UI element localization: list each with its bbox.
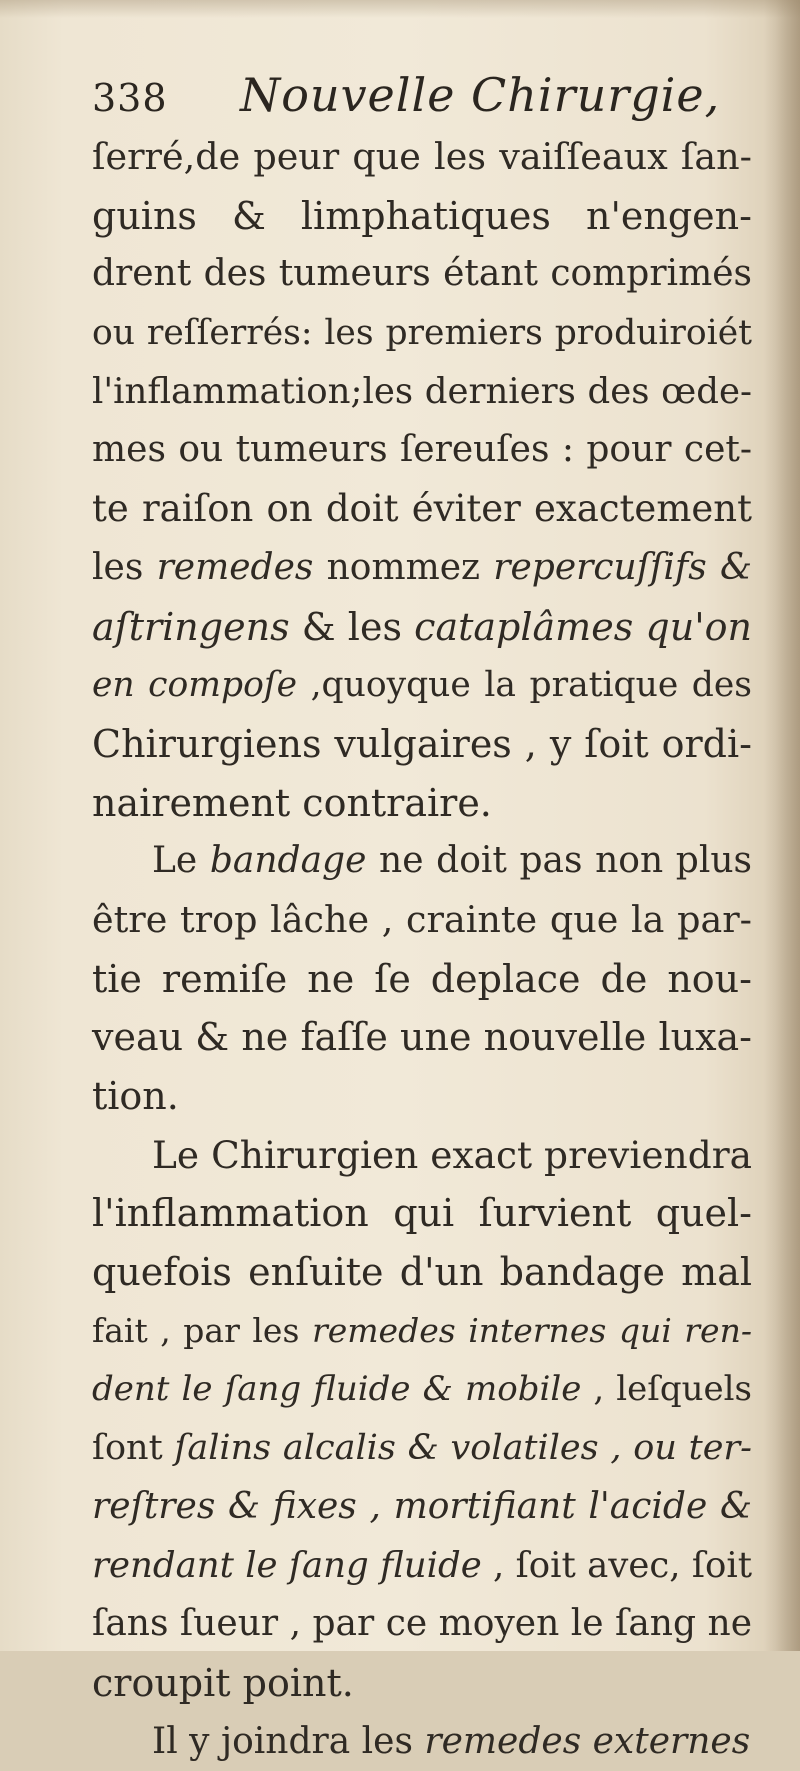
text-line <box>92 1478 752 1537</box>
text-line <box>92 1302 752 1361</box>
text-line <box>92 891 752 950</box>
text-line <box>92 1008 752 1067</box>
text-line <box>92 421 752 480</box>
text-segment: ſans ſueur , par ce moyen le ſang ne <box>92 1603 752 1645</box>
text-segment: les <box>92 546 157 588</box>
text-line <box>92 1713 752 1771</box>
text-line <box>92 480 752 539</box>
text-line <box>92 832 752 891</box>
text-segment: Chirurgiens vulgaires , y ſoit ordi- <box>92 721 752 766</box>
text-segment: l'inflammation;les derniers des œde- <box>92 370 752 412</box>
text-line <box>92 1184 752 1243</box>
text-line <box>92 539 752 598</box>
italic-text: cataplâmes qu'on <box>414 604 752 649</box>
text-line <box>92 1360 752 1419</box>
text-segment: Le <box>152 840 210 882</box>
text-line <box>92 598 752 657</box>
italic-text: aſtringens <box>92 604 290 649</box>
text-line <box>92 656 752 715</box>
text-segment: drent des tumeurs étant comprimés <box>92 253 752 295</box>
text-segment: , leſquels <box>581 1369 752 1410</box>
italic-text: dent le ſang fluide & mobile <box>92 1369 582 1410</box>
italic-text: bandage <box>209 840 367 882</box>
running-title: Nouvelle Chirurgie, <box>240 68 721 122</box>
text-segment: nommez <box>313 546 494 588</box>
text-segment: guins & limphatiques n'engen- <box>92 193 752 238</box>
italic-text: reſtres & fixes , mortifiant l'acide & <box>92 1485 752 1527</box>
body-text <box>92 128 752 1771</box>
italic-text: rendant le ſang fluide <box>92 1544 482 1586</box>
text-line <box>92 1126 752 1185</box>
text-line <box>92 304 752 363</box>
text-segment: fait , par les <box>92 1310 312 1350</box>
text-segment: l'inflammation qui ſurvient quel- <box>92 1191 752 1236</box>
text-segment: ſerré,de peur que les vaiſſeaux ſan- <box>92 135 752 178</box>
text-segment: croupit point. <box>92 1660 354 1705</box>
text-segment: te raiſon on doit éviter exactement <box>92 487 752 531</box>
text-segment: tie remiſe ne ſe deplace de nou- <box>92 956 752 1001</box>
italic-text: remedes externes <box>424 1720 751 1762</box>
text-line <box>92 245 752 304</box>
text-line <box>92 128 752 187</box>
text-line <box>92 1537 752 1596</box>
text-line <box>92 1654 752 1713</box>
text-line <box>92 715 752 774</box>
text-segment: tion. <box>92 1074 179 1118</box>
text-line <box>92 1419 752 1478</box>
text-segment: veau & ne faſſe une nouvelle luxa- <box>92 1015 752 1060</box>
text-segment: mes ou tumeurs ſereuſes : pour cet- <box>92 429 752 471</box>
text-segment: être trop lâche , crainte que la par- <box>92 897 752 941</box>
text-segment: Il y joindra les <box>152 1720 425 1762</box>
text-segment: quefois enſuite d'un bandage mal <box>92 1250 752 1295</box>
italic-text: en compoſe <box>92 665 298 706</box>
text-line <box>92 950 752 1009</box>
italic-text: ſalins alcalis & volatiles , ou ter- <box>174 1428 752 1469</box>
italic-text: remedes internes qui ren- <box>311 1310 752 1350</box>
page-number: 338 <box>92 76 168 120</box>
text-line <box>92 1595 752 1654</box>
text-segment: & les <box>289 604 415 649</box>
italic-text: remedes <box>156 546 314 588</box>
text-line <box>92 1243 752 1302</box>
text-line <box>92 774 752 833</box>
text-segment: nairement contraire. <box>92 780 492 825</box>
text-segment: Le Chirurgien exact previendra <box>152 1132 752 1177</box>
text-segment: ne doit pas non plus <box>366 840 752 882</box>
text-segment: , ſoit avec, ſoit <box>481 1544 752 1586</box>
text-segment: ſont <box>92 1428 175 1469</box>
page-header <box>92 68 732 128</box>
text-segment: ou reſſerrés: les premiers produiroiét <box>92 313 752 354</box>
text-line <box>92 363 752 422</box>
text-segment: ,quoyque la pratique des <box>297 665 752 706</box>
italic-text: repercuſſifs & <box>493 546 752 588</box>
text-line <box>92 1067 752 1126</box>
text-line <box>92 187 752 246</box>
